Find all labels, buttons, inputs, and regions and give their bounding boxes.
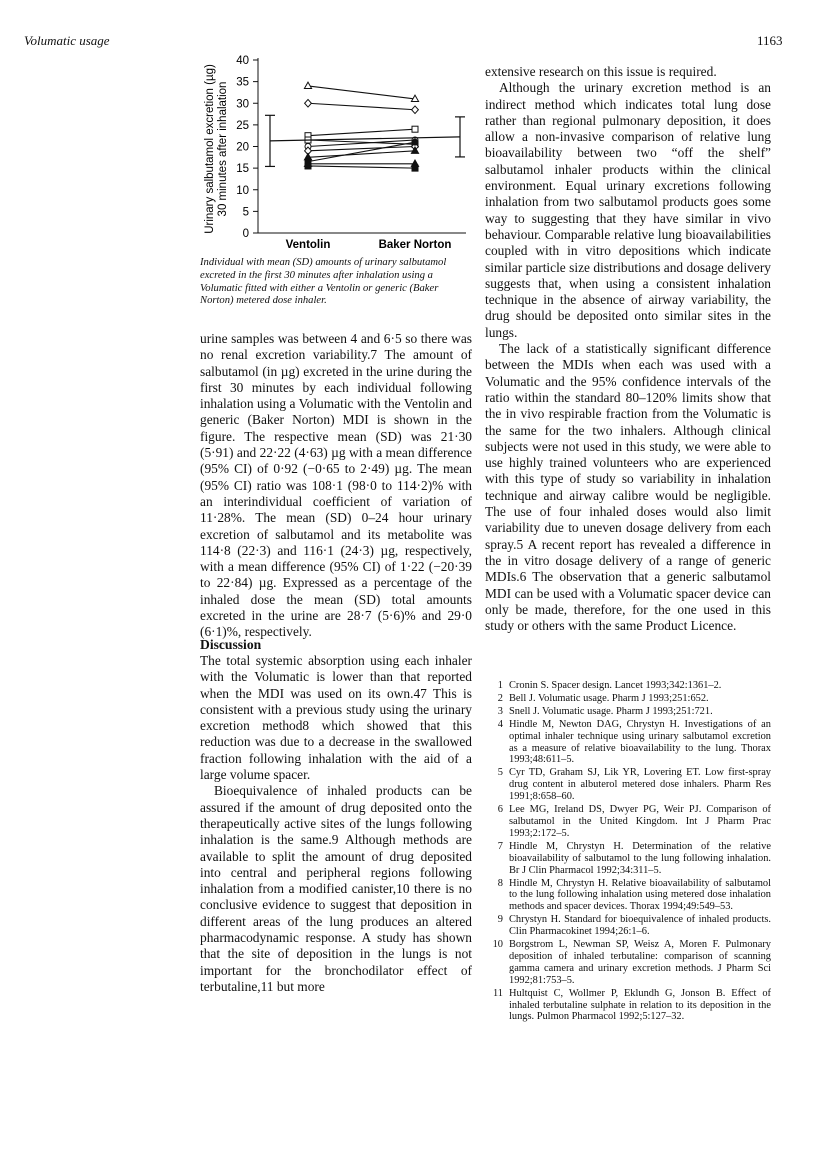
y-axis-title-line2: 30 minutes after inhalation (217, 81, 229, 217)
reference-text: Borgstrom L, Newman SP, Weisz A, Moren F. Pulmonary deposition of inhaled terbutaline: comparison of scanning gamma camera and urinary excretion methods. J Pharm Sci 1992;81:753–5. (509, 939, 771, 986)
reference-item (487, 939, 771, 987)
right-paragraph-1: extensive research on this issue is required. (485, 64, 717, 79)
reference-number: 5 (497, 767, 503, 779)
reference-text: Hindle M, Chrystyn H. Relative bioavailability of salbutamol to the lung following inhalation using metered dose inhalation methods and spacer devices. Thorax 1994;49:549–53. (509, 877, 771, 913)
y-tick-label: 20 (236, 141, 249, 154)
x-category-label: Baker Norton (378, 239, 452, 251)
reference-item (487, 680, 771, 692)
y-tick-label: 30 (236, 98, 249, 111)
y-tick-label: 10 (236, 184, 249, 197)
data-point-circle (412, 139, 418, 145)
subject-series (305, 126, 418, 138)
y-tick-label: 35 (236, 76, 249, 89)
reference-text: Bell J. Volumatic usage. Pharm J 1993;251:652. (509, 692, 709, 704)
reference-number: 9 (497, 914, 503, 926)
subject-series (305, 99, 419, 113)
y-tick-label: 0 (242, 228, 249, 240)
reference-item (487, 706, 771, 718)
reference-item (487, 914, 771, 938)
reference-number: 1 (497, 680, 503, 691)
reference-text: Hindle M, Chrystyn H. Determination of the relative bioavailability of salbutamol to the lung following inhalation. Br J Clin Pharmacol 1992;34:311–5. (509, 840, 771, 876)
salbutamol-excretion-chart (196, 50, 472, 254)
subject-line (308, 147, 415, 151)
reference-text: Cyr TD, Graham SJ, Lik YR, Lovering ET. Low first-spray drug content in albuterol metered dose inhalers. Pharm Res 1991;8:658–60. (509, 767, 771, 803)
reference-item (487, 988, 771, 1024)
y-tick-label: 15 (236, 163, 249, 176)
reference-number: 4 (497, 718, 503, 730)
subject-series (304, 160, 418, 166)
reference-text: Snell J. Volumatic usage. Pharm J 1993;251:721. (509, 705, 713, 717)
reference-text: Cronin S. Spacer design. Lancet 1993;342:1361–2. (509, 680, 722, 691)
y-tick-label: 25 (236, 119, 249, 132)
reference-number: 3 (497, 705, 503, 717)
reference-number: 2 (497, 692, 503, 704)
subject-line (308, 129, 415, 135)
reference-item (487, 841, 771, 877)
data-point-diamond (305, 99, 312, 107)
reference-text: Hultquist C, Wollmer P, Eklundh G, Jonson B. Effect of inhaled terbutaline sulphate in relation to its deposition in the lungs. Pulmon Pharmacol 1992;5:127–32. (509, 987, 771, 1023)
reference-text: Hindle M, Newton DAG, Chrystyn H. Investigations of an optimal inhaler technique using urinary salbutamol excretion as a measure of relative bioavailability to the lung. Thorax 1993;48:611–5. (509, 718, 771, 766)
figure-caption: Individual with mean (SD) amounts of urinary salbutamol excreted in the first 30 minutes after inhalation using a Volumatic fitted with either a Ventolin or generic (Baker Norton) metered dose inhaler. (200, 257, 447, 307)
reference-item (487, 878, 771, 914)
reference-number: 6 (497, 804, 503, 816)
subject-line (308, 103, 415, 109)
reference-item (487, 804, 771, 840)
discussion-paragraph-2: Bioequivalence of inhaled products can be assured if the amount of drug deposited onto the therapeutically active sites of the lungs following inhalation is the same.9 Although methods are available to split the amount of drug deposited into central and peripheral regions following inhalation from a modified canister,10 there is no conclusive evidence to suggest that deposition in different areas of the lung produces an altered pharmacodynamic response. A study has shown that the site of deposition in the lungs is not important for the bronchodilator effect of terbutaline,11 but more (200, 783, 472, 994)
right-paragraph-3: The lack of a statistically significant difference between the MDIs when each was used with a Volumatic and the 95% confidence intervals of the ratio within the standard 80–120% limits show that the in vivo respirable fraction from the Volumatic is the same for the two inhalers. Although clinical subjects were not used in this study, we were able to use highly trained volunteers who are experienced with this type of study so variability in inhalation technique and airway calibre would be negligible. The use of four inhaled doses would also limit variability due to uneven dosage delivery from each spray.5 A recent report has revealed a difference in the in vitro dosage delivery of a range of generic MDIs.6 The observation that a generic salbutamol MDI can be used with a Volumatic spacer device can only be made, therefore, for the one used in this study or others with the same Product Licence. (485, 341, 771, 634)
reference-item (487, 767, 771, 803)
discussion-heading: Discussion (200, 637, 262, 652)
mean-line (270, 137, 460, 141)
data-point-square (412, 126, 418, 132)
reference-number: 10 (492, 939, 503, 951)
right-paragraph-2: Although the urinary excretion method is an indirect method which indicates total lung dose rather than regional pulmonary deposition, it does allow a non-invasive comparison of relative lung bioavailability between two “off the shelf” salbutamol inhaler products within the clinical environment. Equal urinary excretions following inhalation from two salbutamol products goes some way to suggesting that they have similar in vivo behaviour. Comparable relative lung bioavailabilities coupled with in vitro depositions which indicate similar particle size distributions and dosage delivery suggests that, when using a consistent inhalation technique in the absence of airway variability, the drug should be deposited onto similar sites in the lungs. (485, 80, 771, 340)
data-point-triangle (304, 82, 311, 88)
reference-number: 7 (497, 840, 503, 852)
data-point-square (412, 165, 418, 171)
reference-item (487, 719, 771, 767)
reference-list (487, 680, 771, 1024)
x-category-label: Ventolin (285, 239, 331, 251)
discussion-paragraph-1: The total systemic absorption using each inhaler with the Volumatic is lower than that reported when the MDI was used on its own.47 This is consistent with a previous study using the urinary excretion method8 which showed that this reduction was due to a decrease in the swallowed fraction following inhalation with the aid of a large volume spacer. (200, 653, 472, 783)
y-tick-label: 40 (236, 55, 249, 67)
reference-text: Chrystyn H. Standard for bioequivalence of inhaled products. Clin Pharmacokinet 1994;26:1–6. (509, 914, 771, 938)
y-tick-label: 5 (242, 206, 249, 219)
data-point-square (305, 163, 311, 169)
subject-line (308, 166, 415, 168)
subject-line (308, 86, 415, 99)
subject-series (304, 82, 418, 101)
reference-item (487, 693, 771, 705)
results-paragraph: urine samples was between 4 and 6·5 so there was no renal excretion variability.7 The amount of salbutamol (in µg) excreted in the urine during the first 30 minutes by each individual following inhalation using a Volumatic with the Ventolin and generic (Baker Norton) MDI is shown in the figure. The respective mean (SD) was 21·30 (5·91) and 22·22 (4·63) µg with a mean difference (95% CI) of 0·92 (−0·65 to 2·49) µg. The mean (95% CI) ratio was 108·1 (98·0 to 114·2)% with an interindividual coefficient of variation of 11·28%. The mean (SD) 0–24 hour urinary excretion of salbutamol and its metabolite was 114·8 (22·3) and 116·1 (24·3) µg, respectively, with a mean difference (95% CI) of 1·22 (−20·39 to 22·84) µg. Expressed as a percentage of the inhaled dose the mean (SD) total amounts excreted in the urine are 28·7 (5·6)% and 29·0 (6·1)%, respectively. (200, 331, 472, 640)
page-number: 1163 (757, 33, 783, 48)
running-head: Volumatic usage (24, 33, 110, 48)
reference-number: 8 (497, 877, 503, 889)
reference-number: 11 (492, 987, 503, 999)
y-axis-title-line1: Urinary salbutamol excretion (µg) (204, 64, 216, 234)
reference-text: Lee MG, Ireland DS, Dwyer PG, Weir PJ. Comparison of salbutamol in the United Kingdom. Int J Pharm Prac 1993;2:172–5. (509, 804, 771, 839)
data-point-diamond (412, 106, 419, 114)
